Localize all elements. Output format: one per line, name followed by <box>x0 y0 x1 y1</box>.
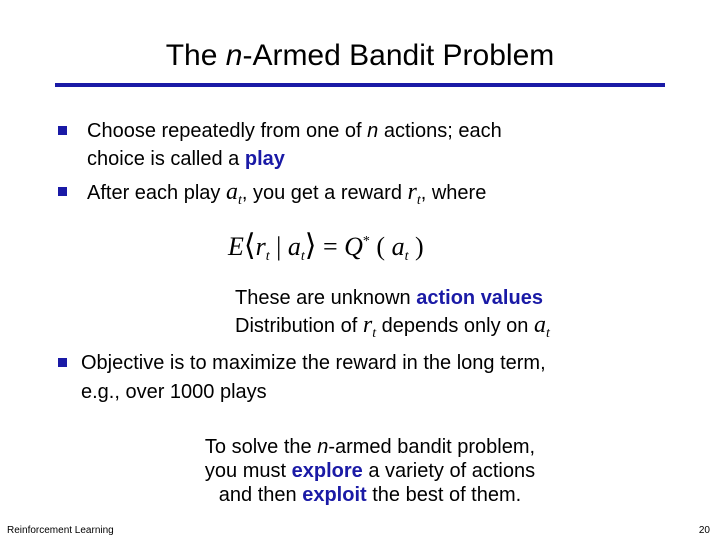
bullet-marker <box>58 126 67 135</box>
title-post: -Armed Bandit Problem <box>242 39 555 72</box>
bullet1-line2: choice is called a play <box>87 148 285 170</box>
title-pre: The <box>165 39 226 72</box>
bullet2-line: After each play $a_t$, you get a reward $r_t$, where <box>87 179 487 208</box>
conclusion-line1: To solve the n-armed bandit problem, <box>204 436 536 458</box>
play-keyword: play <box>244 148 285 170</box>
distribution-note: Distribution of $r_t$ depends only on $a_t$ <box>235 312 550 341</box>
bullet-marker <box>58 187 67 196</box>
conclusion-line2: you must explore a variety of actions <box>204 460 536 482</box>
action-values-keyword: action values <box>416 287 543 309</box>
bullet3-line1: Objective is to maximize the reward in the long term, <box>81 352 546 374</box>
title-italic: n <box>225 39 243 72</box>
bullet1-line1: Choose repeatedly from one of n actions; each <box>87 120 502 142</box>
bullet-marker <box>58 358 67 367</box>
exploit-keyword: exploit <box>302 484 367 506</box>
bullet3-line2: e.g., over 1000 plays <box>81 381 267 403</box>
slide-title <box>0 38 720 74</box>
equation: $E⟨r_t$ | $a_t⟩ = Q^*$ ( $a_t$ ) <box>228 229 424 264</box>
action-values-note: These are unknown action values <box>235 287 543 309</box>
page-number: 20 <box>698 525 710 536</box>
footer-course-title: Reinforcement Learning <box>7 525 114 536</box>
explore-keyword: explore <box>291 460 363 482</box>
conclusion-line3: and then exploit the best of them. <box>218 484 522 506</box>
title-rule <box>55 83 665 87</box>
